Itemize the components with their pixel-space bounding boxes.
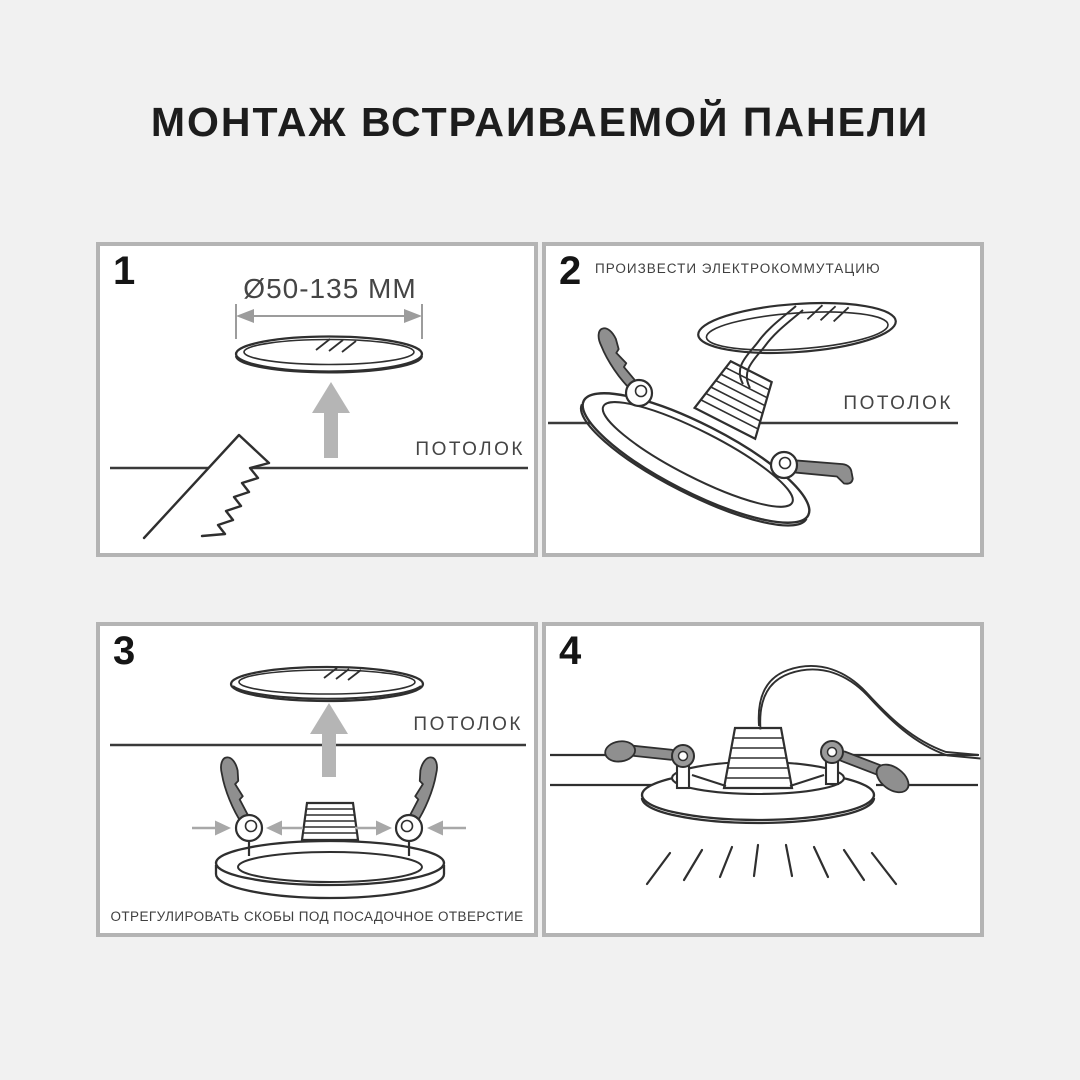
ceiling-label: ПОТОЛОК — [413, 714, 523, 735]
spring-clip-icon — [602, 736, 694, 770]
step4-illustration — [546, 626, 982, 933]
ceiling-label: ПОТОЛОК — [415, 439, 525, 460]
step-number: 1 — [113, 249, 136, 293]
dimension-arrow-icon — [236, 304, 422, 339]
panel-disc-icon — [231, 667, 423, 701]
step3-illustration — [100, 626, 536, 933]
up-arrow-icon — [312, 382, 350, 458]
step2-instruction: ПРОИЗВЕСТИ ЭЛЕКТРОКОММУТАЦИЮ — [595, 261, 881, 276]
driver-box-icon — [302, 803, 358, 840]
step-panel-4 — [542, 622, 984, 937]
wires-icon — [759, 666, 981, 759]
page-title: МОНТАЖ ВСТРАИВАЕМОЙ ПАНЕЛИ — [150, 99, 930, 145]
panel-disc-icon — [697, 297, 898, 359]
step-number: 2 — [559, 249, 582, 293]
ceiling-label: ПОТОЛОК — [843, 393, 953, 414]
step-panel-3 — [96, 622, 538, 937]
step3-caption: ОТРЕГУЛИРОВАТЬ СКОБЫ ПОД ПОСАДОЧНОЕ ОТВЕРСТИЕ — [110, 909, 524, 924]
step-panel-1 — [96, 242, 538, 557]
panel-disc-icon — [236, 337, 422, 373]
steps-grid — [96, 242, 984, 937]
dimension-label: Ø50-135 ММ — [243, 273, 417, 304]
step-panel-2 — [542, 242, 984, 557]
up-arrow-icon — [310, 703, 348, 777]
step-number: 4 — [559, 629, 582, 673]
step-number: 3 — [113, 629, 136, 673]
hole-cutout-icon — [144, 435, 269, 538]
light-rays-icon — [647, 845, 896, 884]
